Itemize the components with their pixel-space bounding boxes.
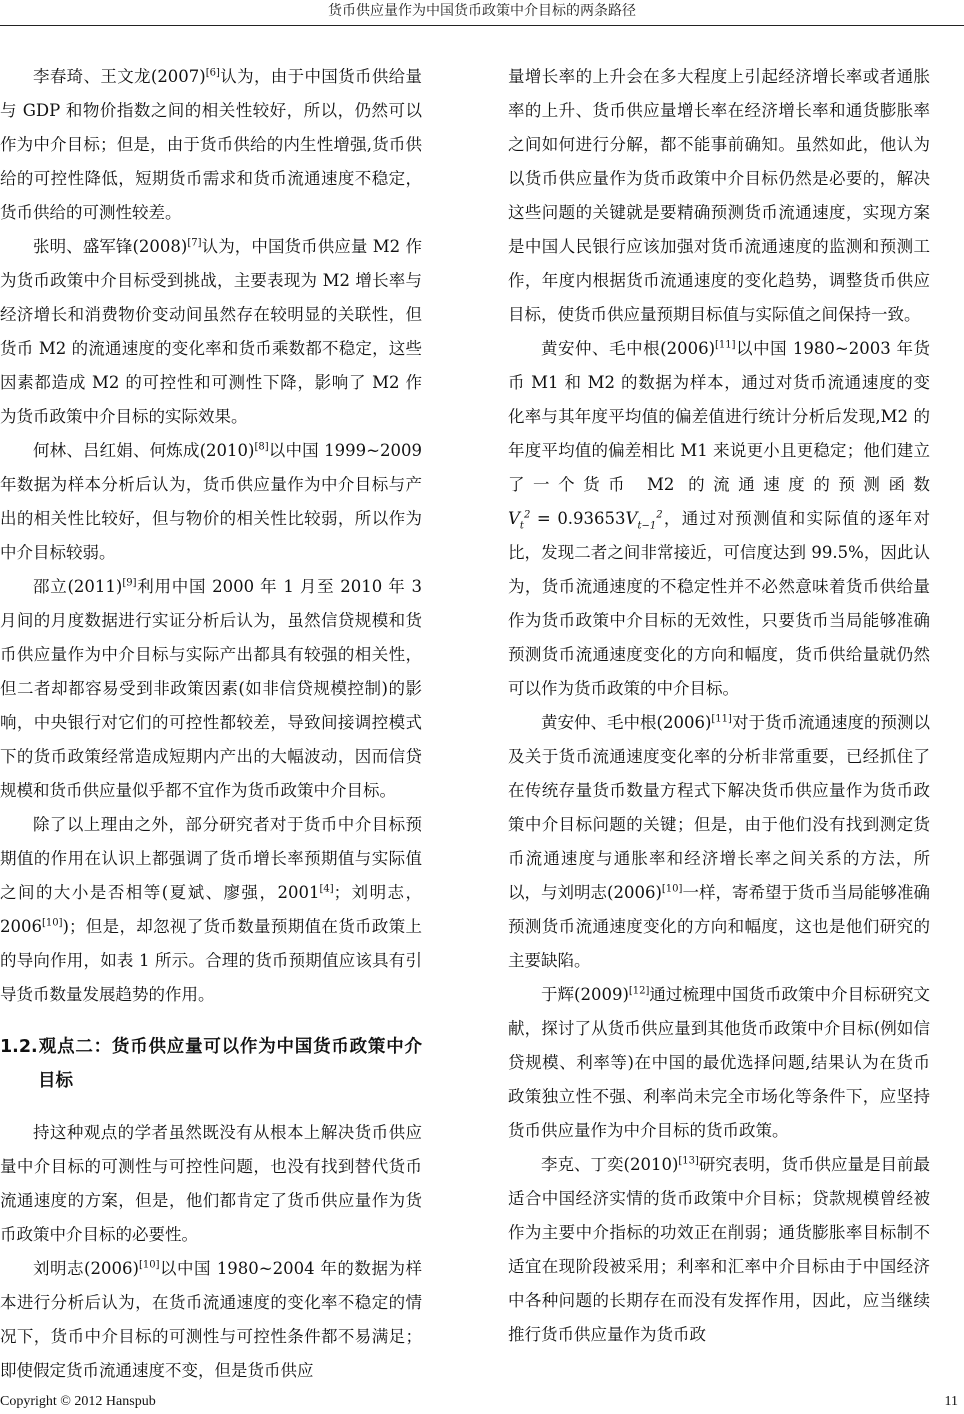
paragraph: 持这种观点的学者虽然既没有从根本上解决货币供应量中介目标的可测性与可控性问题，也没有找到替代货币流通速度的方案，但是，他们都肯定了货币供应量作为货币政策中介目标的必要性。 [0, 1123, 422, 1244]
text-run: 利用中国 2000 年 1 月至 2010 年 3 月间的月度数据进行实证分析后认为，虽然信贷规模和货币供应量作为中介目标与实际产出都具有较强的相关性，但二者却都容易受到非政策因素(如非信贷规模控制)的影响，中央银行对它们的可控性都较差，导致间接调控模式下的货币政策经常造成短期内产出的大幅波动，因而信贷规模和货币供应量似乎都不宜作为货币政策中介目标。 [0, 577, 422, 800]
running-header [0, 0, 964, 24]
text-run: 认为，中国货币供应量 M2 作为货币政策中介目标受到挑战，主要表现为 M2 增长率与经济增长和消费物价变动间虽然存在较明显的关联性，但货币 M2 的流通速度的变化率和货币乘数都不稳定，这些因素都造成 M2 的可控性和可测性下降，影响了 M2 作为货币政策中介目标的实际效果。 [0, 237, 422, 426]
left-column [0, 60, 422, 1388]
citation: [8] [254, 441, 269, 453]
text-run: 认为，由于中国货币供给量与 GDP 和物价指数之间的相关性较好，所以，仍然可以作为中介目标；但是，由于货币供给的内生性增强,货币供给的可控性降低，短期货币需求和货币流通速度不稳定，货币供给的可测性较差。 [0, 67, 422, 222]
page-number: 11 [944, 1394, 958, 1409]
text-run: 黄安仲、毛中根(2006) [541, 339, 716, 358]
text-run: )；但是，却忽视了货币数量预期值在货币政策上的导向作用，如表 1 所示。合理的货币预期值应该具有引导货币数量发展趋势的作用。 [0, 917, 422, 1004]
right-column [508, 60, 930, 1352]
text-run: 李克、丁奕(2010) [541, 1155, 679, 1174]
section-heading [0, 1030, 422, 1098]
formula-var: V [508, 509, 520, 528]
paragraph [0, 434, 422, 570]
text-run: 对于货币流通速度的预测以及关于货币流通速度变化率的分析非常重要，已经抓住了在传统存量货币数量方程式下解决货币供应量作为货币政策中介目标问题的关键；但是，由于他们没有找到测定货币流通速度与通胀率和经济增长率之间关系的方法，所以，与刘明志(2006) [508, 713, 930, 902]
paragraph [0, 808, 422, 1012]
citation: [13] [678, 1155, 699, 1167]
formula-var: V [625, 509, 638, 528]
text-run: 张明、盛军锋(2008) [33, 237, 188, 256]
running-title: 货币供应量作为中国货币政策中介目标的两条路径 [328, 3, 636, 19]
text-run: ，通过对预测值和实际值的逐年对比，发现二者之间非常接近，可信度达到 99.5%，因此认为，货币流通速度的不稳定性并不必然意味着货币供给量作为货币政策中介目标的无效性，只要货币当局能够准确预测货币流通速度变化的方向和幅度，货币供给量就仍然可以作为货币政策的中介目标。 [508, 509, 931, 698]
paragraph [0, 230, 422, 434]
text-run: 通过梳理中国货币政策中介目标研究文献，探讨了从货币供应量到其他货币政策中介目标(例如信贷规模、利率等)在中国的最优选择问题,结果认为在货币政策独立性不强、利率尚未完全市场化等条件下，应坚持货币供应量作为中介目标的货币政策。 [508, 985, 931, 1140]
citation: [10] [138, 1259, 160, 1271]
copyright-notice: Copyright © 2012 Hanspub [0, 1394, 156, 1409]
paragraph [508, 978, 930, 1148]
header-rule [0, 25, 964, 26]
text-run: 研究表明，货币供应量是目前最适合中国经济实情的货币政策中介目标；贷款规模曾经被作为主要中介指标的功效正在削弱；通货膨胀率目标制不适宜在现阶段被采用；利率和汇率中介目标由于中国经济中各种问题的长期存在而没有发挥作用，因此，应当继续推行货币供应量作为货币政 [508, 1155, 930, 1344]
text-run: 邵立(2011) [33, 577, 123, 596]
text-run: 何林、吕红娟、何炼成(2010) [33, 441, 255, 460]
text-run: 一样，寄希望于货币当局能够准确预测货币流通速度变化的方向和幅度，这也是他们研究的主要缺陷。 [508, 883, 931, 970]
text-run: 以中国 1980~2004 年的数据为样本进行分析后认为，在货币流通速度的变化率不稳定的情况下，货币中介目标的可测性与可控性条件都不易满足；即使假定货币流通速度不变，但是货币供应 [0, 1259, 422, 1380]
formula-sub: t [519, 520, 524, 532]
formula-sup: 2 [523, 509, 531, 521]
citation: [11] [715, 339, 736, 351]
citation: [12] [628, 985, 650, 997]
paragraph [508, 706, 930, 978]
paragraph [0, 1252, 422, 1388]
section-number: 1.2. [0, 1037, 38, 1057]
paragraph [0, 570, 422, 808]
citation: [11] [711, 713, 732, 725]
text-run: 除了以上理由之外，部分研究者对于货币中介目标预期值的作用在认识上都强调了货币增长率预期值与实际值之间的大小是否相等(夏斌、廖强，2001 [0, 815, 422, 902]
formula-sup: 2 [656, 509, 663, 521]
citation: [10] [661, 883, 683, 895]
citation: [10] [42, 917, 63, 929]
text-run: 于辉(2009) [541, 985, 629, 1004]
paragraph [508, 1148, 930, 1352]
formula-coef: 0.93653 [557, 509, 626, 528]
formula-equals: = [536, 509, 551, 528]
citation: [6] [205, 67, 220, 79]
text-run: 刘明志(2006) [33, 1259, 139, 1278]
paragraph [508, 332, 930, 706]
page-footer [0, 1392, 964, 1412]
paragraph [0, 60, 422, 230]
velocity-formula [508, 509, 663, 532]
section-title: 观点二：货币供应量可以作为中国货币政策中介目标 [38, 1037, 422, 1091]
citation: [4] [319, 883, 334, 895]
text-run: 以中国 1999~2009 年数据为样本分析后认为，货币供应量作为中介目标与产出的相关性比较好，但与物价的相关性比较弱，所以作为中介目标较弱。 [0, 441, 422, 562]
text-run: 以中国 1980~2003 年货币 M1 和 M2 的数据为样本，通过对货币流通速度的变化率与其年度平均值的偏差值进行统计分析后发现,M2 的年度平均值的偏差相比 M1 来说更小且更稳定；他们建立了一个货币 M2 的流通速度的预测函数 [508, 339, 930, 494]
text-run: ；刘明志，2006 [0, 883, 423, 936]
text-run: 李春琦、王文龙(2007) [33, 67, 206, 86]
citation: [7] [187, 237, 202, 249]
text-run: 黄安仲、毛中根(2006) [541, 713, 712, 732]
paragraph: 量增长率的上升会在多大程度上引起经济增长率或者通胀率的上升、货币供应量增长率在经济增长率和通货膨胀率之间如何进行分解，都不能事前确知。虽然如此，他认为以货币供应量作为货币政策中介目标仍然是必要的，解决这些问题的关键就是要精确预测货币流通速度，实现方案是中国人民银行应该加强对货币流通速度的监测和预测工作，年度内根据货币流通速度的变化趋势，调整货币供应目标，使货币供应量预期目标值与实际值之间保持一致。 [508, 67, 930, 324]
citation: [9] [122, 577, 137, 589]
formula-sub: t−1 [637, 520, 657, 532]
